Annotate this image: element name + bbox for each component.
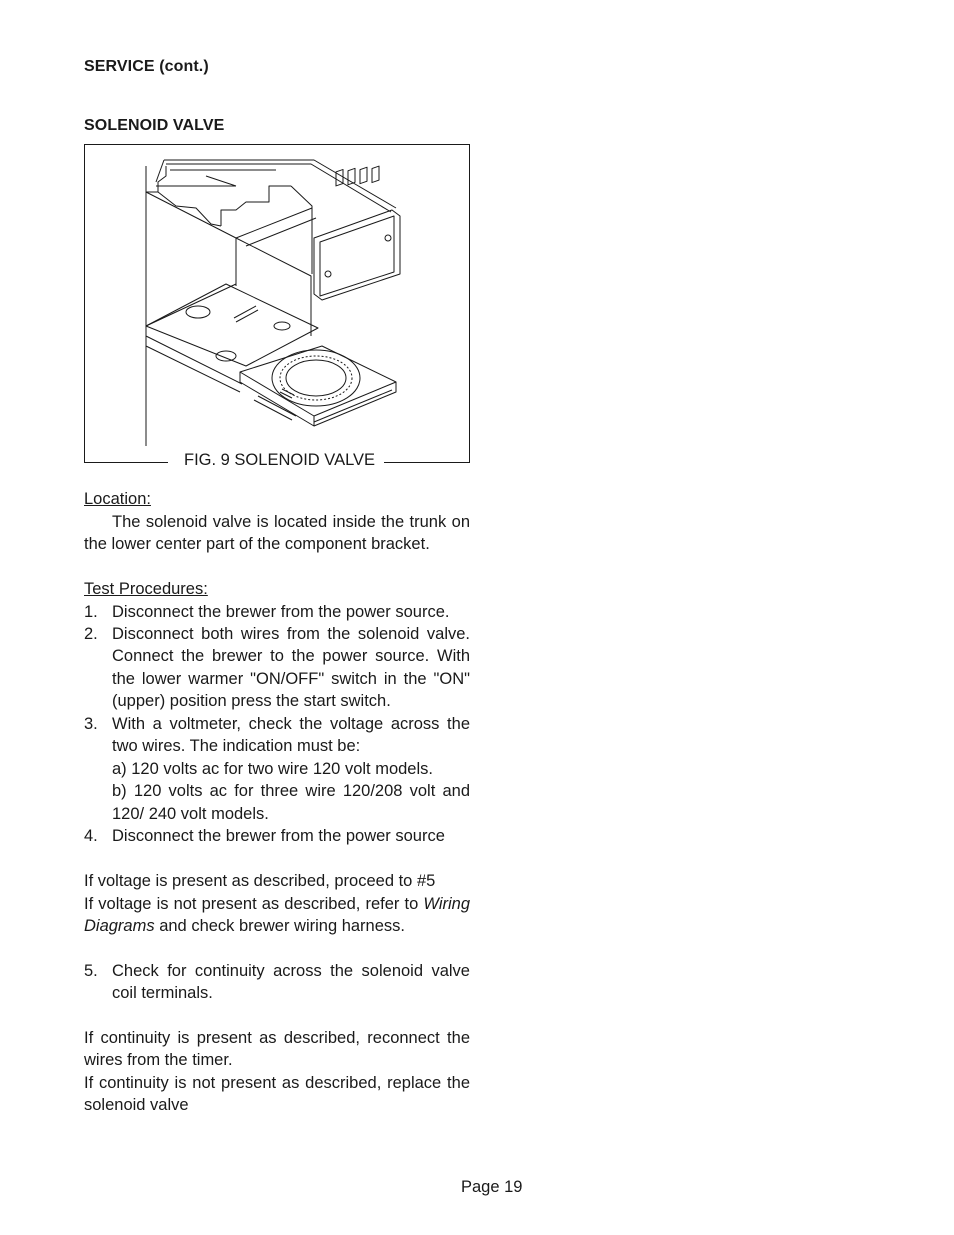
list-item bbox=[84, 825, 470, 847]
location-text: The solenoid valve is located inside the trunk on the lower center part of the component bracket. bbox=[84, 513, 470, 554]
step-sub-a: a) 120 volts ac for two wire 120 volt models. bbox=[112, 759, 433, 778]
step-number: 3. bbox=[84, 715, 98, 733]
list-item bbox=[84, 623, 470, 713]
brewer-chassis-illustration-icon bbox=[86, 146, 468, 446]
voltage-present-text: If voltage is present as described, proceed to #5 bbox=[84, 872, 436, 890]
step-sub-b: b) 120 volts ac for three wire 120/208 volt and 120/ 240 volt models. bbox=[112, 782, 470, 823]
step-number: 1. bbox=[84, 603, 98, 621]
procedures-heading: Test Procedures: bbox=[84, 580, 208, 598]
step-text: Disconnect the brewer from the power source bbox=[112, 827, 445, 845]
step-number: 2. bbox=[84, 625, 98, 643]
continuity-absent-text: If continuity is not present as described, replace the solenoid valve bbox=[84, 1074, 470, 1115]
voltage-absent-text bbox=[84, 893, 470, 938]
location-heading: Location: bbox=[84, 490, 151, 508]
list-item bbox=[84, 601, 470, 623]
list-item bbox=[84, 960, 470, 1005]
figure-caption: FIG. 9 SOLENOID VALVE bbox=[184, 451, 376, 469]
step-number: 5. bbox=[84, 962, 98, 980]
voltage-absent-pre: If voltage is not present as described, refer to bbox=[84, 895, 419, 913]
page-title: SOLENOID VALVE bbox=[84, 117, 225, 134]
step-text: Check for continuity across the solenoid valve coil terminals. bbox=[112, 962, 470, 1003]
step-number: 4. bbox=[84, 827, 98, 845]
continuity-present-text: If continuity is present as described, reconnect the wires from the timer. bbox=[84, 1029, 470, 1070]
page-number: Page 19 bbox=[461, 1178, 523, 1196]
wiring-diagrams-reference: Wiring Diagrams bbox=[84, 895, 470, 936]
step-text: Disconnect both wires from the solenoid valve. Connect the brewer to the power source. With the lower warmer "ON/OFF" switch in the "ON" (upper) position press the start switch. bbox=[112, 625, 470, 711]
step-text: Disconnect the brewer from the power source. bbox=[112, 603, 450, 621]
step-text: With a voltmeter, check the voltage across the two wires. The indication must be: bbox=[112, 715, 470, 756]
list-item bbox=[84, 713, 470, 825]
section-header: SERVICE (cont.) bbox=[84, 58, 209, 75]
caption-rule-right bbox=[384, 462, 470, 463]
voltage-absent-post: and check brewer wiring harness. bbox=[159, 917, 405, 936]
caption-rule-left bbox=[84, 462, 168, 463]
